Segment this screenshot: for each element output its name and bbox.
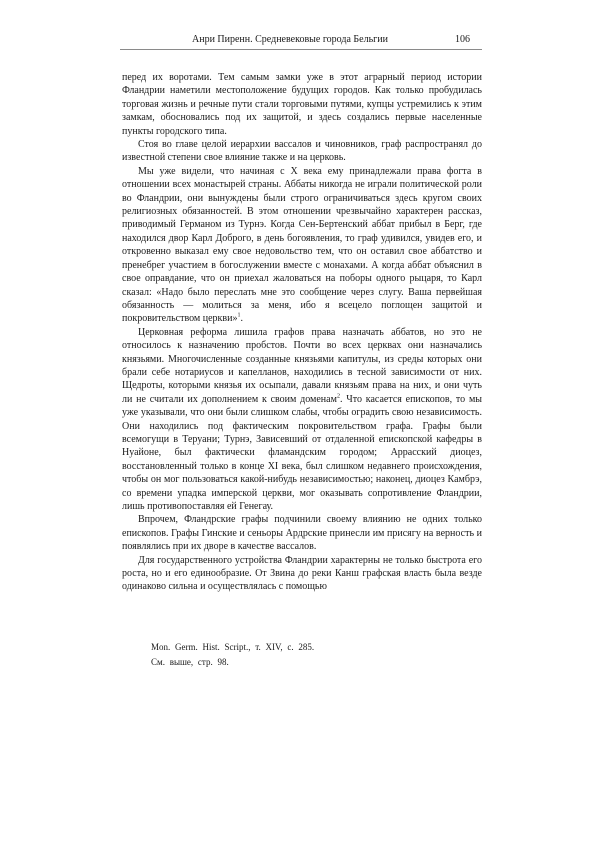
footnote-1: Mon. Germ. Hist. Script., т. XIV, с. 285. bbox=[151, 642, 315, 652]
footnote-ref-2: 2 bbox=[336, 393, 340, 400]
paragraph-5: Впрочем, Фландрские графы подчинили своему влиянию не одних только епископов. Графы Гинские и сеньоры Ардрские принесли им присягу на верность и появлялись при их дворе в качестве вассалов. bbox=[122, 514, 482, 553]
paragraph-4-text-b: . Что касается епископов, то мы уже указывали, что они были слишком слабы, чтобы оградить свою независимость. Они находились под фактическим покровительством графа. Графы были всемогущи в Теруани; Турнэ, Зависевший от отдаленной епископской кафедры в Нуайоне, был фактически фламандским городом; Аррасский диоцез, восстановленный только в конце XI века, был слишком недавнего происхождения, чтобы он мог пользоваться какой-нибудь независимостью; наконец, диоцез Камбрэ, со времени упадка имперской церкви, мог оказывать сопротивление Фландрии, лишь противопоставляя ей Генегау. bbox=[122, 393, 483, 512]
footnote-ref-1: 1 bbox=[237, 312, 241, 319]
running-header bbox=[120, 33, 482, 50]
body-text bbox=[122, 71, 482, 594]
page-number: 106 bbox=[455, 34, 470, 45]
paragraph-6: Для государственного устройства Фландрии характерны не только быстрота его роста, но и его единообразие. От Звина до реки Канш графская власть была везде одинаково сильна и осуществлялась с помощью bbox=[122, 554, 482, 593]
paragraph-2: Стоя во главе целой иерархии вассалов и чиновников, граф распространял до известной степени свое влияние также и на церковь. bbox=[122, 139, 482, 164]
footnotes bbox=[151, 640, 451, 670]
paragraph-4-text-a: Церковная реформа лишила графов права назначать аббатов, но это не относилось к назначению пробстов. Почти во всех церквах они назначались князьями. Многочисленные созданные князьями капитулы, из среды которых они брали себе нотариусов и капелланов, находились в тесной зависимости от них. Щедроты, которыми князья их осыпали, давали князьям права на них, и они чуть ли не считали их дополнением к своим доменам bbox=[122, 326, 482, 405]
running-title: Анри Пиренн. Средневековые города Бельгии bbox=[192, 34, 388, 45]
paragraph-4 bbox=[122, 326, 482, 514]
paragraph-3: Мы уже видели, что начиная с X века ему принадлежали права фогта в отношении всех монастырей страны. Аббаты никогда не играли политической роли во Фландрии, они вынуждены были строго ограничиваться здесь кругом своих религиозных обязанностей. В этом отношении чрезвычайно характерен рассказ, приводимый Германом из Турнэ. Когда Сен-Бертенский аббат прибыл в Берг, где находился двор Карл Доброго, в день богоявления, то граф удивился, увидев его, и откровенно выказал ему свое недовольство тем, что он оставил свое аббатство и пренебрег участием в богослужении вместе с монахами. А когда аббат объяснил в свое оправдание, что он приехал жаловаться на поборы одного рыцаря, то Карл сказал: «Надо было переслать мне это сообщение через слугу. Ваша первейшая обязанность — молиться за меня, ибо я всецело поглощен защитой и покровительством церкви»$^1$. bbox=[122, 165, 482, 325]
paragraph-3-text: Мы уже видели, что начиная с X века ему принадлежали права фогта в отношении всех монастырей страны. Аббаты никогда не играли политической роли во Фландрии, они вынуждены были строго ограничиваться здесь кругом своих религиозных обязанностей. В этом отношении чрезвычайно характерен рассказ, приводимый Германом из Турнэ. Когда Сен-Бертенский аббат прибыл в Берг, где находился двор Карл Доброго, в день богоявления, то граф удивился, увидев его, и откровенно выказал ему свое недовольство тем, что он оставил свое аббатство и пренебрег участием в богослужении вместе с монахами. А когда аббат объяснил в свое оправдание, что он приехал жаловаться на поборы одного рыцаря, то Карл сказал: «Надо было переслать мне это сообщение через слугу. Ваша первейшая обязанность — молиться за меня, ибо я всецело поглощен защитой и покровительством церкви» bbox=[122, 165, 482, 325]
paragraph-1: перед их воротами. Тем самым замки уже в этот аграрный период истории Фландрии наметили местоположение будущих городов. Как только пробудилась торговая жизнь и речные пути стали торговыми путями, купцы устремились к этим замкам, обосновались под их защитой, и здесь создались первые населенные пункты городского типа. bbox=[122, 72, 482, 137]
footnote-2: См. выше, стр. 98. bbox=[151, 657, 229, 667]
